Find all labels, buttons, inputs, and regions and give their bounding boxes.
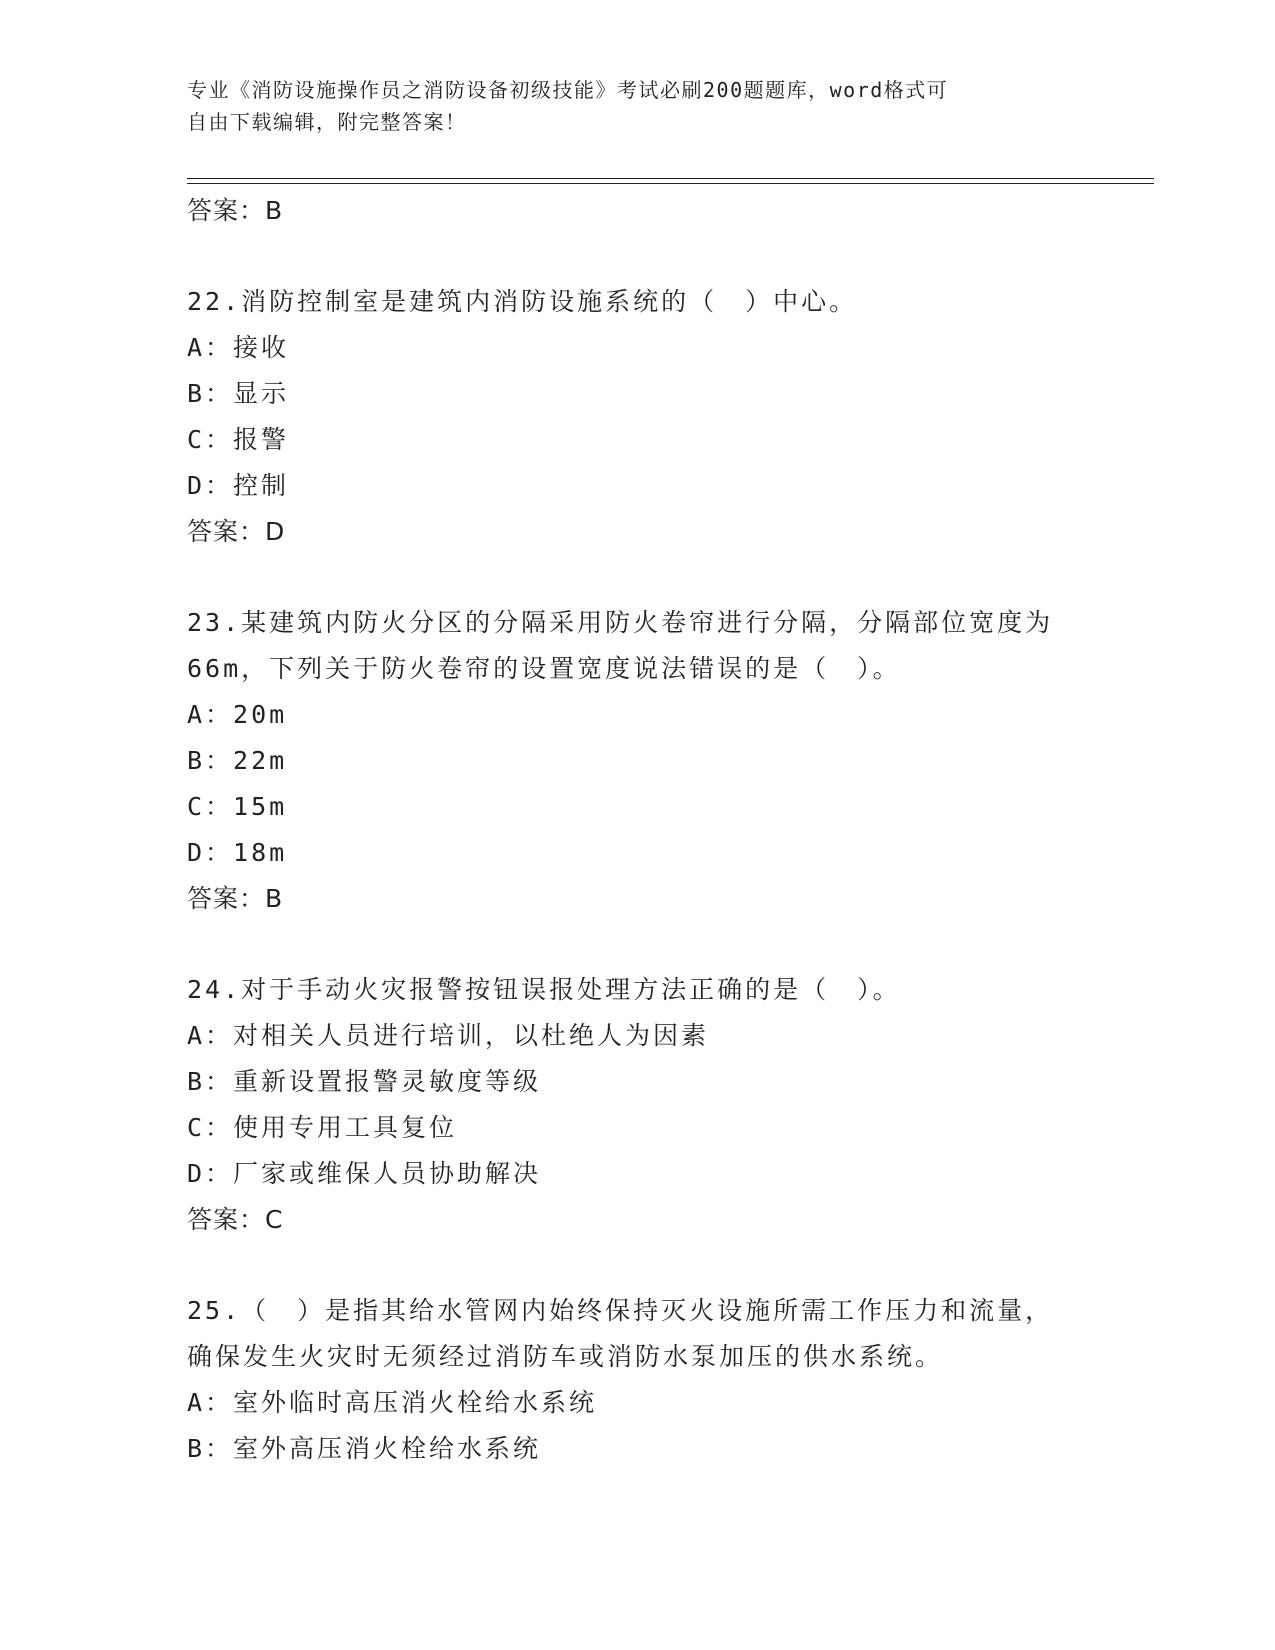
option-b: B：显示 [187,379,290,408]
question-24 [187,967,1137,1243]
option-a: A：20m [187,700,288,729]
question-23 [187,600,1137,922]
option-c: C：15m [187,792,288,821]
header-divider-top [187,178,1154,179]
question-list [187,188,1137,1472]
option-a: A：室外临时高压消火栓给水系统 [187,1388,598,1417]
question-text-continued: 66m，下列关于防火卷帘的设置宽度说法错误的是（ ）。 [187,654,901,683]
document-header [187,74,1067,138]
header-divider-bottom [187,183,1154,184]
question-text: 25.（ ）是指其给水管网内始终保持灭火设施所需工作压力和流量， [187,1296,1054,1325]
question-text: 23.某建筑内防火分区的分隔采用防火卷帘进行分隔，分隔部位宽度为 [187,608,1054,637]
option-b: B：重新设置报警灵敏度等级 [187,1067,542,1096]
question-22 [187,279,1137,555]
header-line-2: 自由下载编辑，附完整答案！ [187,110,467,134]
answer-line: 答案：B [187,196,284,225]
answer-line: 答案：D [187,517,286,546]
question-25 [187,1288,1137,1472]
option-c: C：使用专用工具复位 [187,1113,458,1142]
option-d: D：厂家或维保人员协助解决 [187,1159,542,1188]
option-a: A：接收 [187,333,290,362]
spacer [187,922,1137,967]
question-text: 24.对于手动火灾报警按钮误报处理方法正确的是（ ）。 [187,975,901,1004]
question-text-continued: 确保发生火灾时无须经过消防车或消防水泵加压的供水系统。 [187,1342,944,1371]
option-b: B：22m [187,746,288,775]
answer-line: 答案：C [187,1205,284,1234]
spacer [187,555,1137,600]
option-d: D：18m [187,838,288,867]
answer-line: 答案：B [187,884,284,913]
option-b: B：室外高压消火栓给水系统 [187,1434,542,1463]
spacer [187,234,1137,279]
question-text: 22.消防控制室是建筑内消防设施系统的（ ）中心。 [187,287,858,316]
option-d: D：控制 [187,471,290,500]
header-line-1: 专业《消防设施操作员之消防设备初级技能》考试必刷200题题库，word格式可 [187,78,949,102]
option-a: A：对相关人员进行培训，以杜绝人为因素 [187,1021,710,1050]
spacer [187,1243,1137,1288]
option-c: C：报警 [187,425,290,454]
